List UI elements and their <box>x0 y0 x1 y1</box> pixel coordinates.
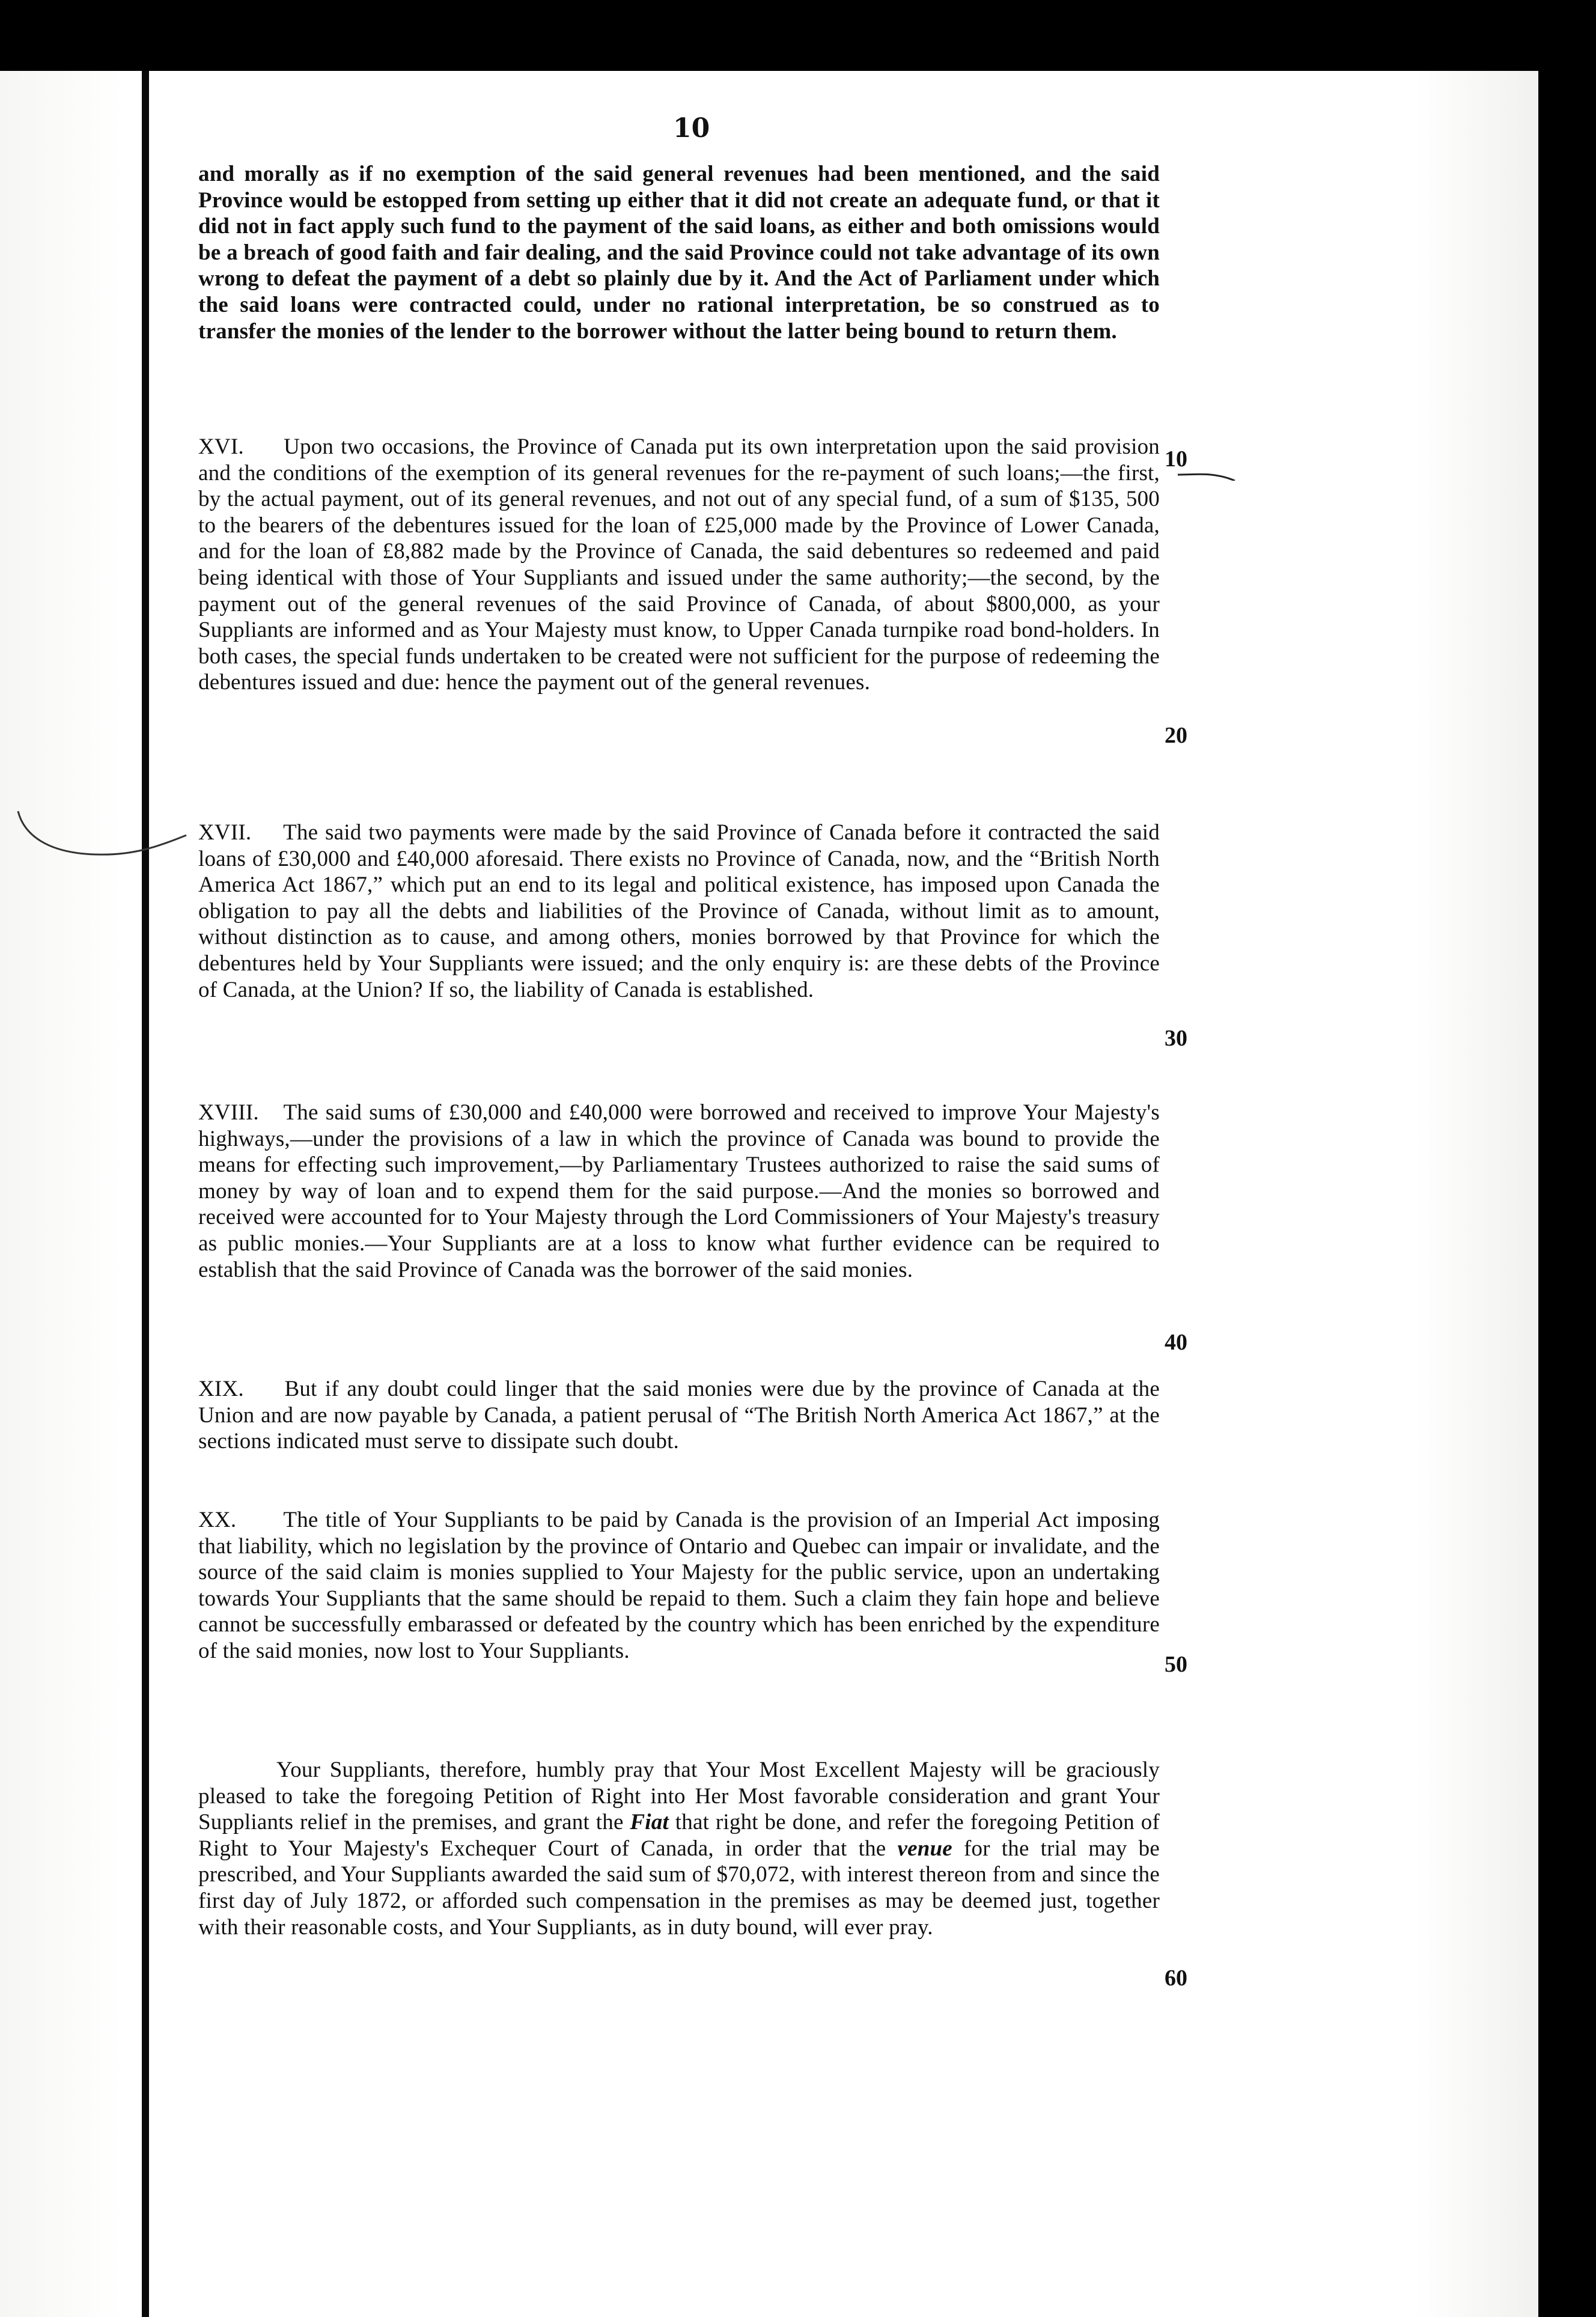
paragraph-continuation <box>198 161 1160 344</box>
line-number-50: 50 <box>1165 1652 1187 1677</box>
paragraph-numeral: XIX. <box>198 1377 244 1401</box>
paragraph-numeral: XVIII. <box>198 1100 259 1125</box>
scan-border-right <box>1538 0 1596 2317</box>
closing-prayer <box>198 1757 1160 1940</box>
paragraph-xvi <box>198 434 1160 696</box>
line-number-10: 10 <box>1165 446 1187 472</box>
paragraph-text: The said sums of £30,000 and £40,000 were borrowed and received to improve Your Majesty's highways,—under the provisions of a law in which the province of Canada was bound to provide the means for effecting such improvement,—by Parliamentary Trustees authorized to raise the said sums of money by way of loan and to expend them for the said purpose.—And the monies so borrowed and received were accounted for to Your Majesty through the Lord Commissioners of Your Majesty's treasury as public monies.—Your Suppliants are at a loss to know what further evidence can be required to establish that the said Province of Canada was the borrower of the said monies. <box>198 1100 1160 1282</box>
pencil-bracket-mark <box>12 799 192 871</box>
line-number-20: 20 <box>1165 723 1187 748</box>
paragraph-numeral: XX. <box>198 1508 237 1532</box>
line-number-40: 40 <box>1165 1330 1187 1355</box>
paragraph-text: and morally as if no exemption of the said general revenues had been mentioned, and the said Province would be estopped from setting up either that it did not create an adequate fund, or that it did not in fact apply such fund to the payment of the said loans, as either and both omissions would be a breach of good faith and fair dealing, and the said Province could not take advantage of its own wrong to defeat the payment of a debt so plainly due by it. And the Act of Parliament under which the said loans were contracted could, under no rational interpretation, be so construed as to transfer the monies of the lender to the borrower without the latter being bound to return them. <box>198 162 1160 344</box>
scan-border-top <box>0 0 1596 71</box>
venue-italic: venue <box>897 1836 952 1861</box>
closing-text-2: that right be done, and refer the foregoing Petition of Right to Your Majesty's Exchequer Court of Canada, in order that the <box>198 1810 1160 1861</box>
closing-text-3: for the trial may be prescribed, and Your Suppliants awarded the said sum of $70,072, with interest thereon from and since the first day of July 1872, or afforded such compensation in the premises as may be deemed just, together with their reasonable costs, and Your Suppliants, as in duty bound, will ever pray. <box>198 1836 1160 1940</box>
binding-edge-line <box>142 71 149 2317</box>
paragraph-xvii <box>198 820 1160 1003</box>
closing-text-1: Your Suppliants, therefore, humbly pray that Your Most Excellent Majesty will be graciously pleased to take the foregoing Petition of Right into Her Most favorable consideration and grant Your Suppliants relief in the premises, and grant the <box>198 1758 1160 1835</box>
paragraph-numeral: XVII. <box>198 820 252 845</box>
paragraph-xx <box>198 1507 1160 1664</box>
paragraph-text: Upon two occasions, the Province of Canada put its own interpretation upon the said provision and the conditions of the exemption of its general revenues for the re-payment of such loans;—the first, by the actual payment, out of its general revenues, and not out of any special fund, of a sum of $135, 500 to the bearers of the debentures issued for the loan of £25,000 made by the Province of Lower Canada, and for the loan of £8,882 made by the Province of Canada, the said debentures so redeemed and paid being identical with those of Your Suppliants and issued under the same authority;—the second, by the payment out of the general revenues of the said Province of Canada, of about $800,000, as your Suppliants are informed and as Your Majesty must know, to Upper Canada turnpike road bond-holders. In both cases, the special funds undertaken to be created were not sufficient for the purpose of redeeming the debentures issued and due: hence the payment out of the general revenues. <box>198 434 1160 695</box>
paragraph-text: But if any doubt could linger that the said monies were due by the province of Canada at the Union and are now payable by Canada, a patient perusal of “The British North America Act 1867,” at the sections indicated must serve to dissipate such doubt. <box>198 1377 1160 1454</box>
paragraph-xviii <box>198 1100 1160 1283</box>
binding-edge-tick <box>96 0 99 71</box>
line-number-30: 30 <box>1165 1026 1187 1051</box>
fiat-italic: Fiat <box>630 1810 669 1835</box>
paragraph-text: The said two payments were made by the said Province of Canada before it contracted the said loans of £30,000 and £40,000 aforesaid. There exists no Province of Canada, now, and the “British North America Act 1867,” which put an end to its legal and political existence, has imposed upon Canada the obligation to pay all the debts and liabilities of the Province of Canada, without limit as to amount, without distinction as to cause, and among others, monies borrowed by that Province for which the debentures held by Your Suppliants were issued; and the only enquiry is: are these debts of the Province of Canada, at the Union? If so, the liability of Canada is established. <box>198 820 1160 1002</box>
line-number-60: 60 <box>1165 1965 1187 1991</box>
paragraph-xix <box>198 1376 1160 1455</box>
paragraph-text: The title of Your Suppliants to be paid by Canada is the provision of an Imperial Act imposing that liability, which no legislation by the province of Ontario and Quebec can impair or invalidate, and the source of the said claim is monies supplied to Your Majesty for the public service, upon an undertaking towards Your Suppliants that the same should be repaid to them. Such a claim they fain hope and believe cannot be successfully embarassed or defeated by the country which has been enriched by the expenditure of the said monies, now lost to Your Suppliants. <box>198 1508 1160 1663</box>
paragraph-numeral: XVI. <box>198 434 244 459</box>
page-number: 10 <box>673 113 710 144</box>
